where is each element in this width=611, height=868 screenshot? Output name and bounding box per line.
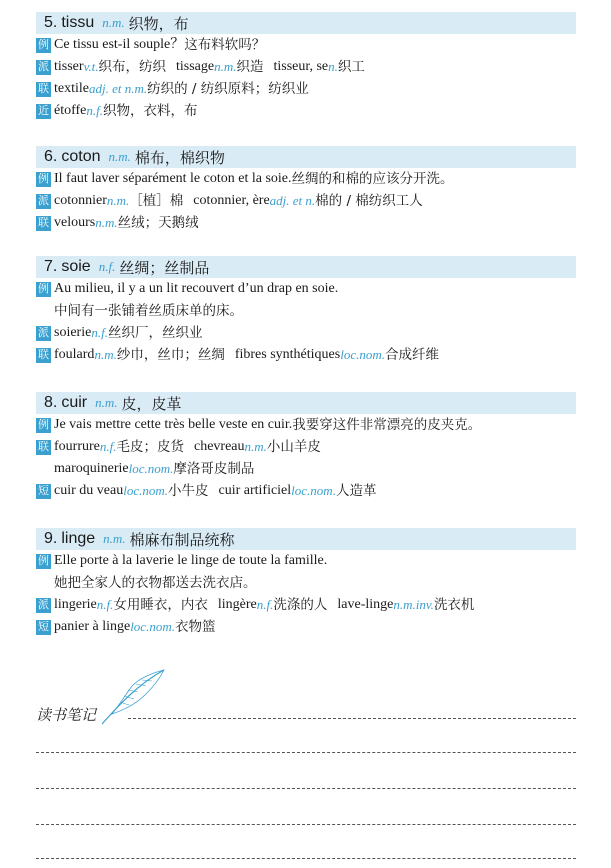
entry-header	[36, 12, 576, 34]
chinese-text: 女用睡衣，内衣	[113, 597, 208, 613]
entry-line	[36, 212, 576, 234]
line-tag-badge: 联	[38, 82, 49, 95]
grammar-label: n.	[328, 59, 338, 74]
grammar-label: loc.nom.	[123, 483, 168, 498]
french-text: lave-linge	[337, 597, 394, 612]
grammar-label: adj. et n.m.	[89, 81, 148, 96]
grammar-label: n.f.	[91, 325, 108, 340]
grammar-label: n.f.	[99, 439, 117, 454]
entry-line	[36, 34, 576, 56]
chinese-text: 人造革	[335, 483, 377, 499]
grammar-label: n.m.	[95, 215, 118, 230]
headword: tissu	[61, 14, 95, 31]
french-text: chevreau	[194, 439, 245, 454]
entry-line	[36, 436, 576, 458]
note-line[interactable]	[36, 752, 576, 753]
grammar-label: loc.nom.	[128, 461, 174, 476]
chinese-text: 织物，衣料，布	[103, 103, 198, 119]
entry-line	[36, 190, 576, 212]
headword-translation: 丝绸；丝制品	[119, 258, 210, 277]
grammar-label: n.m.	[244, 439, 267, 454]
chinese-text: 中间有一张铺着丝质床单的床。	[54, 303, 243, 319]
french-text: Elle porte à la laverie le linge de toute la famille.	[54, 553, 328, 568]
entry-line	[36, 458, 576, 480]
chinese-text: ［植］棉	[129, 193, 184, 209]
grammar-label: loc.nom.	[130, 619, 175, 634]
part-of-speech: n.m.	[102, 15, 125, 30]
line-tag-badge: 例	[38, 282, 49, 295]
french-text: Il faut laver séparément le coton et la soie.	[54, 171, 292, 186]
chinese-text: 纱巾，丝巾；丝绸	[116, 347, 225, 363]
line-tag-badge: 短	[38, 484, 49, 497]
chinese-text: 丝绒；天鹅绒	[117, 215, 199, 231]
french-text: Au milieu, il y a un lit recouvert d’un drap en soie.	[54, 281, 339, 296]
chinese-text: 衣物篮	[174, 619, 216, 635]
note-line[interactable]	[36, 858, 576, 859]
headword-translation: 织物，布	[128, 14, 189, 33]
grammar-label: loc.nom.	[291, 483, 336, 498]
entry-linge	[36, 528, 576, 638]
part-of-speech: n.m.	[95, 395, 118, 410]
entry-number: 8.	[44, 394, 58, 411]
grammar-label: n.f.	[96, 597, 114, 612]
note-line[interactable]	[128, 718, 576, 719]
headword-translation: 棉麻布制品统称	[129, 530, 235, 549]
entry-header	[36, 256, 576, 278]
line-tag-badge: 派	[38, 326, 49, 339]
french-text: cotonnier, ère	[193, 193, 270, 208]
note-line[interactable]	[36, 824, 576, 825]
french-text: cotonnier	[54, 193, 107, 208]
entry-soie	[36, 256, 576, 366]
line-tag-badge: 例	[38, 418, 49, 431]
french-text: foulard	[54, 347, 95, 362]
entry-line	[36, 414, 576, 436]
note-line[interactable]	[36, 788, 576, 789]
chinese-text: 洗衣机	[433, 597, 475, 613]
headword: linge	[61, 530, 96, 547]
chinese-text: 小山羊皮	[266, 439, 321, 455]
chinese-text: 丝绸的和棉的应该分开洗。	[291, 171, 454, 187]
headword-translation: 棉布，棉织物	[134, 148, 225, 167]
part-of-speech: n.f.	[98, 259, 116, 274]
line-tag-badge: 联	[38, 440, 49, 453]
notes-label: 读书笔记	[36, 706, 97, 724]
french-text: fourrure	[54, 439, 100, 454]
grammar-label: n.m.	[94, 347, 117, 362]
grammar-label: v.t.	[83, 59, 99, 74]
entry-line	[36, 300, 576, 322]
entry-line	[36, 344, 576, 366]
chinese-text: 毛皮；皮货	[116, 439, 184, 455]
entry-line	[36, 78, 576, 100]
chinese-text: 摩洛哥皮制品	[173, 461, 255, 477]
french-text: lingère	[217, 597, 257, 612]
line-tag-badge: 例	[38, 38, 49, 51]
entry-number: 6.	[44, 148, 58, 165]
chinese-text: 她把全家人的衣物都送去洗衣店。	[54, 575, 257, 591]
french-text: cuir du veau	[54, 483, 124, 498]
line-tag-badge: 派	[38, 60, 49, 73]
entry-line	[36, 594, 576, 616]
chinese-text: 织工	[337, 59, 365, 75]
french-text: fibres synthétiques	[234, 347, 341, 362]
french-text: panier à linge	[54, 619, 131, 634]
entry-header	[36, 146, 576, 168]
entry-header	[36, 392, 576, 414]
headword-translation: 皮，皮革	[121, 394, 182, 413]
french-text: maroquinerie	[54, 461, 129, 476]
grammar-label: n.m.	[214, 59, 237, 74]
chinese-text: 这布料软吗？	[184, 37, 266, 53]
french-text: cuir artificiel	[218, 483, 292, 498]
entry-header	[36, 528, 576, 550]
entry-cuir	[36, 392, 576, 502]
french-text: tissage	[175, 59, 215, 74]
part-of-speech: n.m.	[108, 149, 131, 164]
grammar-label: n.m.inv.	[393, 597, 434, 612]
chinese-text: 洗涤的人	[273, 597, 328, 613]
french-text: Je vais mettre cette très belle veste en cuir.	[54, 417, 293, 432]
grammar-label: n.f.	[256, 597, 274, 612]
entry-line	[36, 56, 576, 78]
entry-line	[36, 480, 576, 502]
line-tag-badge: 派	[38, 598, 49, 611]
chinese-text: 丝织厂，丝织业	[107, 325, 203, 341]
line-tag-badge: 近	[38, 104, 49, 117]
entry-line	[36, 100, 576, 122]
french-text: lingerie	[54, 597, 97, 612]
chinese-text: 合成纤维	[384, 347, 439, 363]
french-text: étoffe	[54, 103, 87, 118]
entry-number: 5.	[44, 14, 58, 31]
chinese-text: 小牛皮	[167, 483, 209, 499]
line-tag-badge: 联	[38, 348, 49, 361]
french-text: velours	[54, 215, 96, 230]
part-of-speech: n.m.	[103, 531, 126, 546]
chinese-text: 我要穿这件非常漂亮的皮夹克。	[292, 417, 482, 433]
chinese-text: 纺织的 / 纺织原料；纺织业	[147, 81, 309, 97]
line-tag-badge: 短	[38, 620, 49, 633]
chinese-text: 织造	[236, 59, 264, 75]
line-tag-badge: 派	[38, 194, 49, 207]
headword: coton	[61, 148, 101, 165]
grammar-label: adj. et n.	[269, 193, 316, 208]
entry-tissu	[36, 12, 576, 122]
grammar-label: n.f.	[86, 103, 104, 118]
french-text: soierie	[54, 325, 92, 340]
entry-line	[36, 278, 576, 300]
entry-number: 9.	[44, 530, 58, 547]
entry-number: 7.	[44, 258, 58, 275]
french-text: tisser	[54, 59, 84, 74]
entry-coton	[36, 146, 576, 234]
grammar-label: n.m.	[106, 193, 130, 208]
grammar-label: loc.nom.	[340, 347, 385, 362]
line-tag-badge: 例	[38, 172, 49, 185]
entry-line	[36, 322, 576, 344]
entry-line	[36, 572, 576, 594]
french-text: tisseur, se	[273, 59, 329, 74]
headword: cuir	[61, 394, 88, 411]
chinese-text: 棉的 / 棉纺织工人	[315, 193, 423, 209]
line-tag-badge: 联	[38, 216, 49, 229]
headword: soie	[61, 258, 91, 275]
entry-line	[36, 550, 576, 572]
entry-line	[36, 168, 576, 190]
line-tag-badge: 例	[38, 554, 49, 567]
french-text: textile	[54, 81, 89, 96]
feather-icon	[98, 666, 168, 726]
chinese-text: 织布，纺织	[98, 59, 166, 75]
french-text: Ce tissu est-il souple？	[54, 37, 185, 52]
entry-line	[36, 616, 576, 638]
